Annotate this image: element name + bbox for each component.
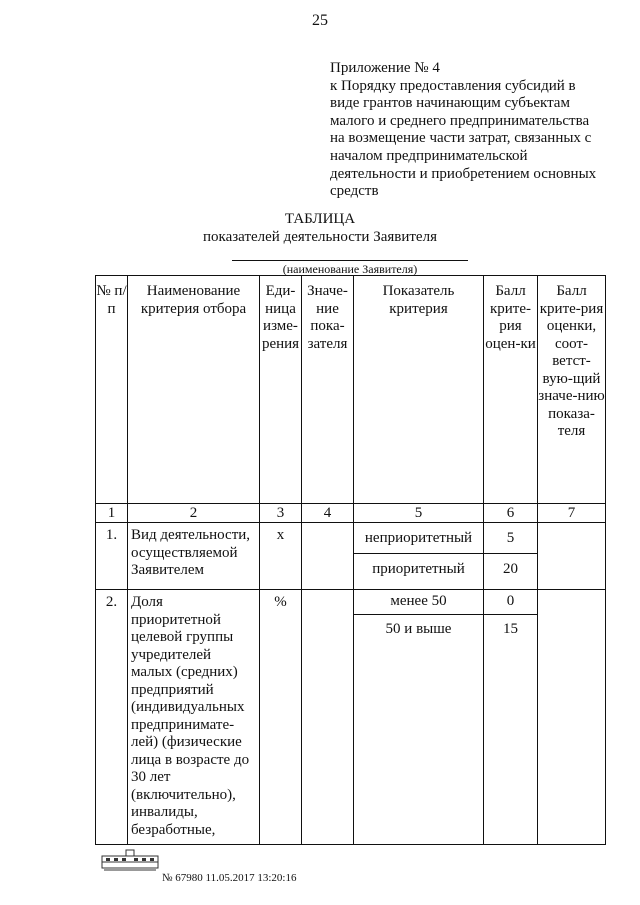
column-number: 6 [484, 504, 538, 523]
emblem-icon [100, 848, 160, 872]
table-subtitle: показателей деятельности Заявителя [203, 229, 437, 245]
page-number: 25 [312, 12, 328, 29]
appendix-line: на возмещение части затрат, связанных с [330, 130, 592, 147]
row-number: 1. [96, 523, 128, 590]
indicator-value [302, 590, 354, 845]
criterion-points: 0 [484, 590, 537, 615]
table-row [96, 523, 606, 590]
column-number: 2 [128, 504, 260, 523]
column-number: 7 [538, 504, 606, 523]
column-number: 4 [302, 504, 354, 523]
appendix-note [330, 60, 620, 201]
applicant-name-line [232, 260, 468, 261]
column-number: 3 [260, 504, 302, 523]
column-number: 1 [96, 504, 128, 523]
row-number: 2. [96, 590, 128, 845]
appendix-line: виде грантов начинающим субъектам [330, 95, 570, 112]
criterion-name: Вид деятельности, осуществляемой Заявителем [128, 523, 260, 590]
criterion-option: менее 50 [354, 590, 483, 615]
criterion-option: приоритетный [372, 561, 465, 577]
appendix-line: малого и среднего предпринимательства [330, 112, 590, 129]
indicator-value [302, 523, 354, 590]
column-header: Балл крите-рия оценки, соот-ветст-вую-щий значе-нию показа-теля [538, 276, 606, 504]
column-header: Еди-ница изме-рения [260, 276, 302, 504]
criterion-points: 15 [503, 621, 518, 637]
criteria-table [95, 275, 606, 845]
criterion-name: Доля приоритетной целевой группы учредителей малых (средних) предприятий (индивидуальных предпринимате-лей) (физические лица в возрасте до 30 лет (включительно), инвалиды, безработные, [128, 590, 260, 845]
column-header: Балл крите-рия оцен-ки [484, 276, 538, 504]
applicant-caption: (наименование Заявителя) [282, 262, 418, 276]
appendix-line: Приложение № 4 [330, 60, 440, 76]
criterion-points: 5 [484, 523, 537, 554]
unit-of-measure: % [260, 590, 302, 845]
column-header: Показатель критерия [354, 276, 484, 504]
column-header: № п/п [96, 276, 128, 504]
column-header: Значе-ние пока-зателя [302, 276, 354, 504]
registration-stamp: № 67980 11.05.2017 13:20:16 [162, 872, 297, 884]
appendix-line: началом предпринимательской [330, 147, 528, 164]
table-title: ТАБЛИЦА [284, 211, 356, 227]
criterion-option: 50 и выше [385, 621, 452, 637]
assigned-score [538, 590, 606, 845]
appendix-line: деятельности и приобретением основных [330, 165, 597, 182]
column-number-row [96, 504, 606, 523]
criterion-points: 20 [503, 561, 518, 577]
assigned-score [538, 523, 606, 590]
appendix-line: средств [330, 183, 379, 200]
unit-of-measure: х [260, 523, 302, 590]
table-heading [0, 210, 640, 246]
table-header-row [96, 276, 606, 504]
column-header: Наименование критерия отбора [128, 276, 260, 504]
column-number: 5 [354, 504, 484, 523]
criterion-option: неприоритетный [354, 523, 483, 554]
table-row [96, 590, 606, 845]
appendix-line: к Порядку предоставления субсидий в [330, 77, 576, 94]
